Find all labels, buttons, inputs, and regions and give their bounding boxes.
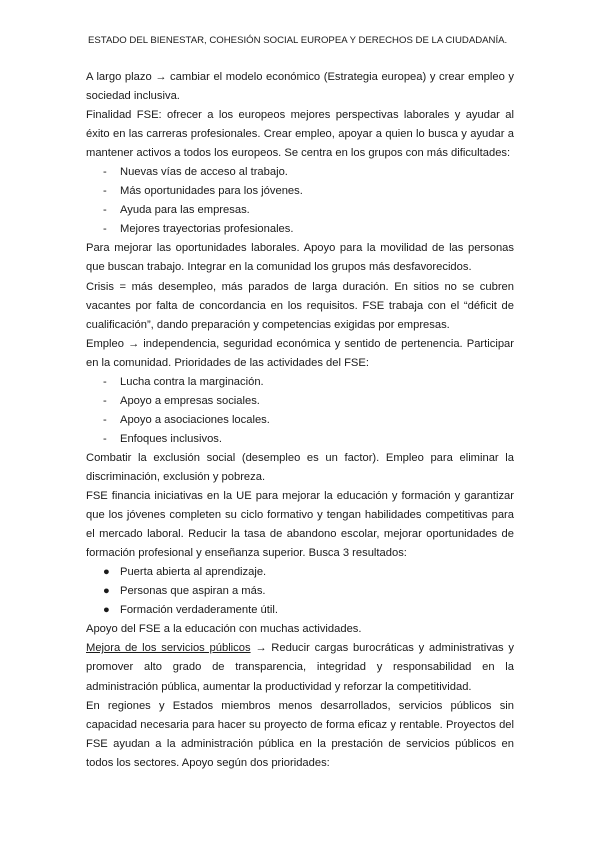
paragraph: Para mejorar las oportunidades laborales. Apoyo para la movilidad de las personas que buscan trabajo. Integrar en la comunidad los grupos más desfavorecidos.: [86, 242, 514, 274]
paragraph: En regiones y Estados miembros menos desarrollados, servicios públicos sin capacidad necesaria para hacer su proyecto de forma eficaz y rentable. Proyectos del FSE ayudan a la administración pública en la prestación de servicios públicos en todos los sectores. Apoyo según dos prioridades:: [86, 699, 514, 769]
paragraph: Finalidad FSE: ofrecer a los europeos mejores perspectivas laborales y ayudar al éxito en las carreras profesionales. Crear empleo, apoyar a quien lo busca y ayudar a mantener activos a todos los europeos. Se centra en los grupos con más dificultades:: [86, 109, 514, 160]
dash-marker: -: [103, 185, 107, 198]
paragraph: A largo plazo → cambiar el modelo económico (Estrategia europea) y crear empleo y sociedad inclusiva.: [86, 71, 514, 103]
list-item: - Apoyo a empresas sociales.: [86, 392, 514, 411]
dash-marker: -: [103, 223, 107, 236]
list-item: ● Personas que aspiran a más.: [86, 582, 514, 601]
document-body: [86, 68, 514, 773]
paragraph: Apoyo del FSE a la educación con muchas actividades.: [86, 623, 362, 636]
paragraph: Mejora de los servicios públicos → Reducir cargas burocráticas y administrativas y promover alto grado de transparencia, integridad y responsabilidad en la administración pública, aumentar la productividad y reforzar la competitividad.: [86, 642, 514, 693]
list-item: - Mejores trayectorias profesionales.: [86, 220, 514, 239]
list-item: - Más oportunidades para los jóvenes.: [86, 182, 514, 201]
list-item: - Nuevas vías de acceso al trabajo.: [86, 163, 514, 182]
dash-marker: -: [103, 432, 107, 445]
list-item: - Enfoques inclusivos.: [86, 430, 514, 449]
bullet-icon: ●: [103, 604, 110, 617]
page-header: ESTADO DEL BIENESTAR, COHESIÓN SOCIAL EUROPEA Y DERECHOS DE LA CIUDADANÍA.: [88, 35, 508, 46]
list-item: ● Formación verdaderamente útil.: [86, 601, 514, 620]
paragraph: Crisis = más desempleo, más parados de larga duración. En sitios no se cubren vacantes por falta de concordancia en los requisitos. FSE trabaja con el “déficit de cualificación”, dando preparación y competencias exigidas por empresas.: [86, 280, 514, 331]
list-item: - Apoyo a asociaciones locales.: [86, 411, 514, 430]
dash-marker: -: [103, 413, 107, 426]
bullet-list: [86, 563, 514, 620]
bullet-icon: ●: [103, 585, 110, 598]
list-item: ● Puerta abierta al aprendizaje.: [86, 563, 514, 582]
dash-list: [86, 163, 514, 239]
paragraph: FSE financia iniciativas en la UE para mejorar la educación y formación y garantizar que los jóvenes completen su ciclo formativo y tengan habilidades competitivas para el mercado laboral. Reducir la tasa de abandono escolar, mejorar oportunidades de formación profesional y enseñanza superior. Busca 3 resultados:: [86, 490, 514, 560]
paragraph: Empleo → independencia, seguridad económica y sentido de pertenencia. Participar en la comunidad. Prioridades de las actividades del FSE:: [86, 337, 514, 369]
dash-list: [86, 373, 514, 449]
list-item: - Ayuda para las empresas.: [86, 201, 514, 220]
dash-marker: -: [103, 394, 107, 407]
dash-marker: -: [103, 166, 107, 179]
list-item: - Lucha contra la marginación.: [86, 373, 514, 392]
underlined-heading: Mejora de los servicios públicos: [86, 642, 251, 655]
dash-marker: -: [103, 204, 107, 217]
dash-marker: -: [103, 375, 107, 388]
bullet-icon: ●: [103, 566, 110, 579]
paragraph: Combatir la exclusión social (desempleo es un factor). Empleo para eliminar la discriminación, exclusión y pobreza.: [86, 451, 514, 483]
